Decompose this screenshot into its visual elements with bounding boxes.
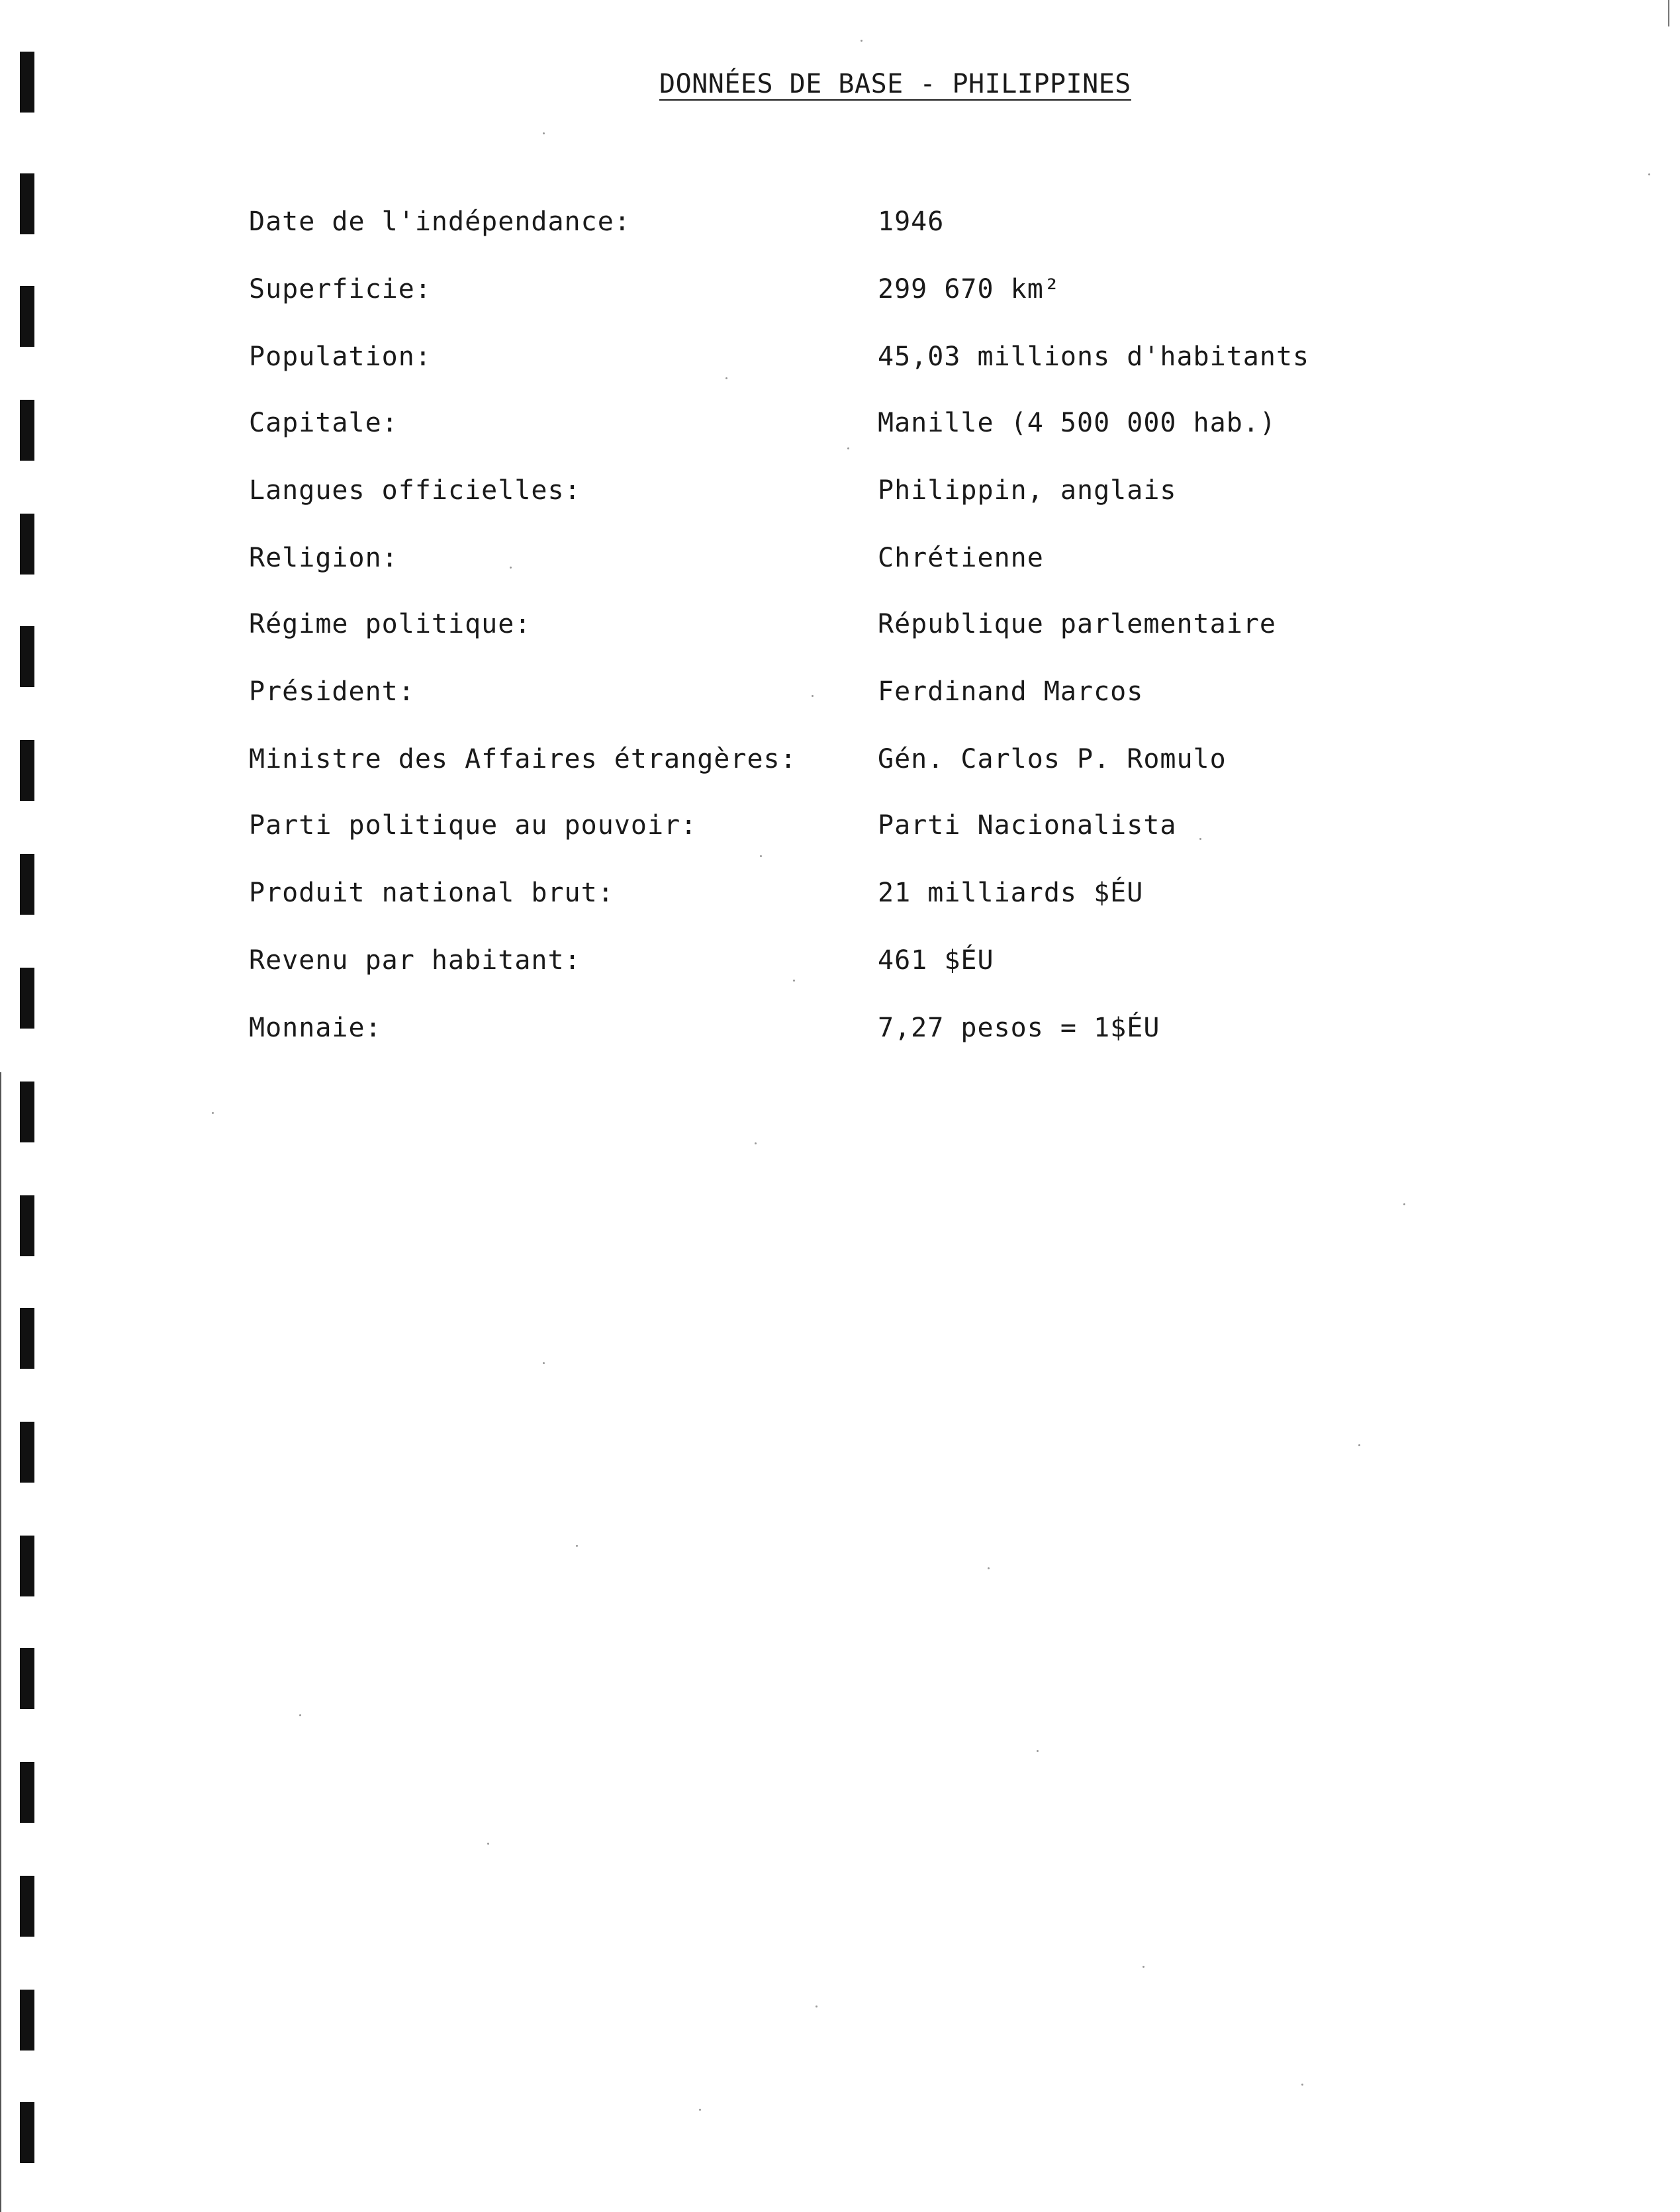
scan-speck	[1648, 173, 1650, 175]
document-title: DONNÉES DE BASE - PHILIPPINES	[659, 69, 1131, 99]
scan-speck	[699, 2109, 701, 2111]
fact-row	[0, 1013, 1680, 1052]
binding-marks	[20, 0, 34, 2212]
fact-value: 299 670 km²	[878, 274, 1060, 304]
scan-speck	[861, 40, 863, 42]
scan-speck	[487, 1843, 489, 1845]
fact-row	[0, 274, 1680, 314]
scan-speck	[510, 567, 512, 569]
scan-speck	[725, 377, 727, 379]
fact-label: Produit national brut:	[249, 878, 614, 908]
fact-value: Chrétienne	[878, 543, 1044, 573]
scan-speck	[793, 980, 795, 982]
fact-label: Monnaie:	[249, 1013, 382, 1043]
fact-label: Président:	[249, 676, 415, 707]
scan-speck	[576, 1545, 578, 1547]
scan-speck	[1403, 1203, 1405, 1205]
scan-speck	[212, 1112, 214, 1114]
fact-row	[0, 676, 1680, 716]
fact-label: Langues officielles:	[249, 475, 581, 506]
scan-speck	[543, 1362, 545, 1364]
scan-speck	[988, 1567, 990, 1569]
fact-row	[0, 408, 1680, 447]
fact-row	[0, 342, 1680, 381]
fact-value: 45,03 millions d'habitants	[878, 342, 1310, 372]
scan-speck	[1358, 1444, 1360, 1446]
fact-value: Philippin, anglais	[878, 475, 1177, 506]
fact-row	[0, 475, 1680, 515]
fact-row	[0, 543, 1680, 582]
fact-label: Religion:	[249, 543, 398, 573]
scan-right-edge	[1668, 0, 1669, 26]
fact-label: Régime politique:	[249, 609, 532, 639]
binding-mark	[20, 1648, 34, 1709]
scan-speck	[1199, 838, 1201, 840]
fact-value: Ferdinand Marcos	[878, 676, 1144, 707]
scan-left-edge	[0, 1072, 1, 2212]
binding-mark	[20, 1762, 34, 1823]
scan-speck	[812, 695, 814, 697]
fact-value: Gén. Carlos P. Romulo	[878, 744, 1227, 774]
scan-speck	[847, 447, 849, 449]
fact-label: Superficie:	[249, 274, 432, 304]
binding-mark	[20, 1082, 34, 1142]
binding-mark	[20, 1876, 34, 1937]
scan-speck	[755, 1142, 757, 1144]
fact-value: République parlementaire	[878, 609, 1276, 639]
fact-value: 7,27 pesos = 1$ÉU	[878, 1013, 1160, 1043]
fact-row	[0, 878, 1680, 917]
binding-mark	[20, 1195, 34, 1256]
scan-speck	[1037, 1750, 1039, 1752]
scan-speck	[1301, 2084, 1303, 2086]
binding-mark	[20, 1536, 34, 1596]
binding-mark	[20, 2102, 34, 2163]
fact-label: Revenu par habitant:	[249, 945, 581, 976]
fact-label: Date de l'indépendance:	[249, 207, 631, 237]
scan-speck	[1143, 1966, 1144, 1968]
fact-row	[0, 207, 1680, 246]
fact-row	[0, 609, 1680, 649]
binding-mark	[20, 52, 34, 113]
fact-label: Parti politique au pouvoir:	[249, 810, 698, 841]
binding-mark	[20, 1422, 34, 1483]
fact-row	[0, 810, 1680, 850]
fact-row	[0, 945, 1680, 985]
fact-label: Population:	[249, 342, 432, 372]
binding-mark	[20, 1308, 34, 1369]
fact-label: Capitale:	[249, 408, 398, 438]
fact-label: Ministre des Affaires étrangères:	[249, 744, 797, 774]
fact-value: 21 milliards $ÉU	[878, 878, 1144, 908]
binding-mark	[20, 1990, 34, 2051]
fact-row	[0, 744, 1680, 784]
scan-speck	[760, 855, 762, 857]
fact-value: 461 $ÉU	[878, 945, 994, 976]
scan-speck	[299, 1714, 301, 1716]
fact-value: 1946	[878, 207, 945, 237]
fact-value: Manille (4 500 000 hab.)	[878, 408, 1276, 438]
scan-speck	[816, 2005, 817, 2007]
fact-value: Parti Nacionalista	[878, 810, 1177, 841]
scan-speck	[543, 132, 545, 134]
